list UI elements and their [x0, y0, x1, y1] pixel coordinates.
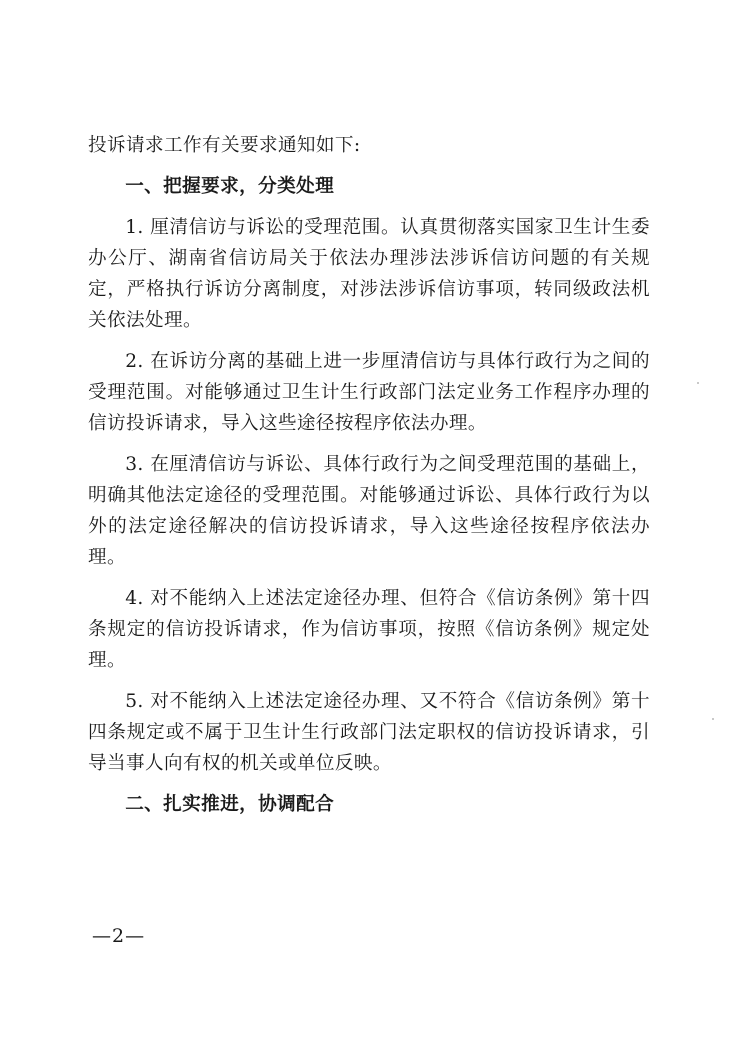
paragraph-2: 2. 在诉访分离的基础上进一步厘清信访与具体行政行为之间的受理范围。对能够通过卫生计生行政部门法定业务工作程序办理的信访投诉请求，导入这些途径按程序依法办理。	[88, 351, 650, 434]
paragraph-4: 4. 对不能纳入上述法定途径办理、但符合《信访条例》第十四条规定的信访投诉请求，作为信访事项，按照《信访条例》规定处理。	[88, 588, 650, 671]
paragraph-5: 5. 对不能纳入上述法定途径办理、又不符合《信访条例》第十四条规定或不属于卫生计生行政部门法定职权的信访投诉请求，引导当事人向有权的机关或单位反映。	[88, 691, 650, 774]
paragraph-1: 1. 厘清信访与诉讼的受理范围。认真贯彻落实国家卫生计生委办公厅、湖南省信访局关于依法办理涉法涉诉信访问题的有关规定，严格执行诉访分离制度，对涉法涉诉信访事项，转同级政法机关依法处理。	[88, 217, 650, 331]
paragraph-3: 3. 在厘清信访与诉讼、具体行政行为之间受理范围的基础上，明确其他法定途径的受理范围。对能够通过诉讼、具体行政行为以外的法定途径解决的信访投诉请求，导入这些途径按程序依法办理。	[88, 454, 650, 568]
section-heading-1: 一、把握要求，分类处理	[125, 176, 335, 197]
page-number: —2—	[92, 925, 146, 947]
lead-line: 投诉请求工作有关要求通知如下:	[88, 135, 361, 156]
section-heading-2: 二、扎实推进，协调配合	[125, 794, 335, 815]
document-body	[88, 130, 650, 830]
scan-speck	[712, 718, 714, 720]
scan-speck	[697, 382, 699, 384]
